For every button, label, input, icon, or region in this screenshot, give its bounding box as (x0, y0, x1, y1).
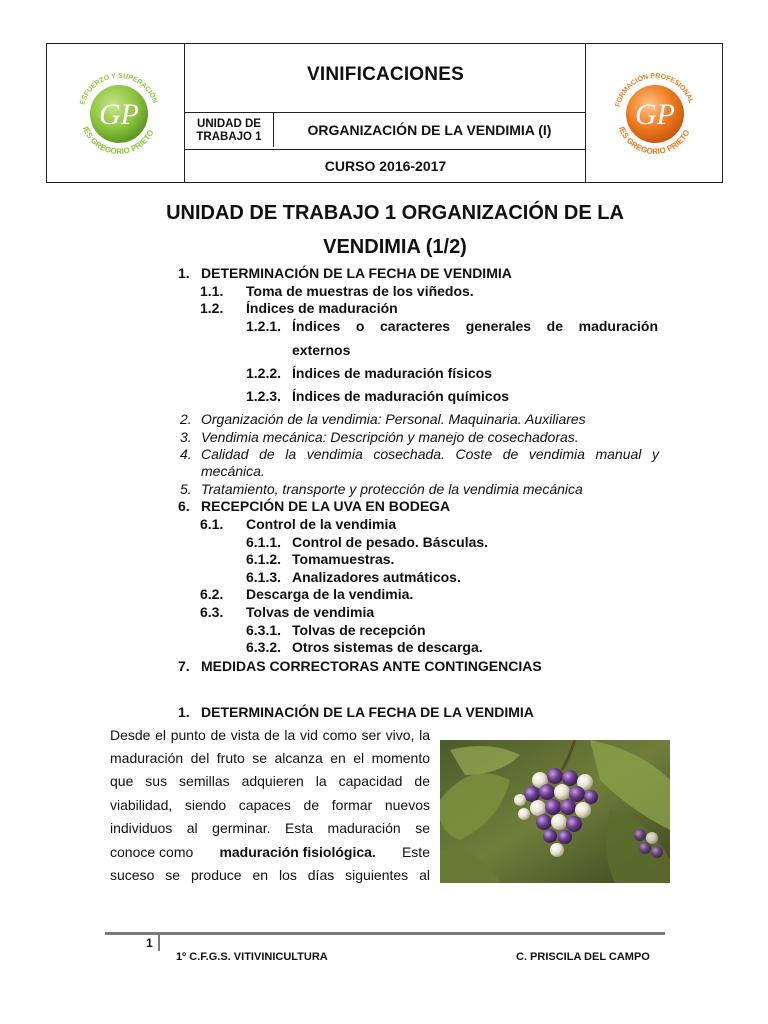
course-label: CURSO 2016-2017 (324, 158, 447, 174)
paragraph-line (110, 844, 430, 860)
toc-item (200, 604, 375, 622)
svg-text:ESFUERZO Y SUPERACIÓN: ESFUERZO Y SUPERACIÓN (79, 72, 159, 106)
footer-course: 1º C.F.G.S. VITIVINICULTURA (176, 951, 328, 963)
toc-text: MEDIDAS CORRECTORAS ANTE CONTINGENCIAS (201, 658, 542, 674)
unit-title: ORGANIZACIÓN DE LA VENDIMIA (I) (307, 122, 552, 138)
header-table (46, 43, 723, 183)
toc-number: 6.1.2. (246, 551, 282, 567)
document-title-line: UNIDAD DE TRABAJO 1 ORGANIZACIÓN DE LA (166, 202, 624, 224)
toc-text: Tolvas de vendimia (246, 604, 375, 620)
toc-text: Organización de la vendimia: Personal. Maquinaria. Auxiliares (201, 411, 586, 427)
toc-number: 6.1.1. (246, 534, 282, 550)
section-heading (178, 704, 534, 720)
toc-number: 6.3.2. (246, 639, 282, 655)
toc-number: 1.2.3. (246, 388, 282, 404)
toc-text: Índices de maduración físicos (292, 365, 492, 381)
toc-text-continued: mecánica. (201, 463, 265, 479)
toc-text: Índices de maduración químicos (292, 388, 510, 404)
svg-text:FORMACIÓN PROFESIONAL: FORMACIÓN PROFESIONAL (614, 72, 695, 108)
paragraph-line: suceso se produce en los días siguientes al (110, 867, 430, 883)
section-number: 1. (178, 704, 190, 720)
toc-number: 1. (178, 265, 190, 281)
header-title: VINIFICACIONES (307, 64, 464, 85)
toc-item (178, 265, 512, 283)
toc-number: 6.2. (200, 586, 224, 602)
unit-label-line: TRABAJO 1 (196, 131, 262, 143)
toc-item (200, 516, 397, 534)
toc-text: Índices de maduración (246, 300, 398, 316)
svg-text:IES GREGORIO PRIETO: IES GREGORIO PRIETO (616, 125, 692, 157)
toc-text: Otros sistemas de descarga. (292, 639, 483, 655)
toc-item (246, 569, 461, 587)
ies-gregorio-prieto-logo-green (69, 64, 169, 164)
toc-item (246, 551, 395, 569)
toc-item (180, 481, 583, 499)
toc-item (180, 411, 586, 429)
toc-text: Tratamiento, transporte y protección de la vendimia mecánica (201, 481, 583, 497)
paragraph-fragment: conoce como (110, 844, 194, 860)
toc-text: Control de pesado. Básculas. (292, 534, 489, 550)
toc-number: 1.2.1. (246, 318, 282, 334)
toc-text: DETERMINACIÓN DE LA FECHA DE VENDIMIA (201, 265, 512, 281)
toc-item (178, 498, 451, 516)
toc-item (246, 318, 281, 336)
unit-label-line: UNIDAD DE (197, 118, 261, 130)
toc-number: 4. (180, 446, 192, 462)
svg-text:IES GREGORIO PRIETO: IES GREGORIO PRIETO (80, 125, 156, 157)
ies-gregorio-prieto-logo-orange (605, 64, 705, 164)
toc-number: 7. (178, 658, 190, 674)
toc-text: Tomamuestras. (292, 551, 395, 567)
paragraph-line: viabilidad, siendo capaces de formar nuevos (110, 797, 430, 813)
toc-number: 6.3. (200, 604, 224, 620)
paragraph-line: que sus semillas adquieren la capacidad de (110, 773, 430, 789)
toc-item (246, 639, 483, 657)
toc-text: Descarga de la vendimia. (246, 586, 414, 602)
toc-item (246, 534, 489, 552)
document-title-line: VENDIMIA (1/2) (323, 236, 467, 258)
toc-text: Calidad de la vendimia cosechada. Coste de vendimia manual y (201, 446, 659, 462)
toc-number: 3. (180, 429, 192, 445)
toc-item (246, 388, 510, 406)
toc-number: 5. (180, 481, 192, 497)
toc-text: Tolvas de recepción (292, 622, 426, 638)
svg-text:GP: GP (635, 98, 675, 131)
grape-cluster-photo (440, 740, 670, 883)
unit-label (185, 118, 273, 144)
paragraph-fragment: Este (401, 844, 430, 860)
toc-item (180, 446, 192, 464)
toc-number: 2. (180, 411, 192, 427)
toc-number: 6.3.1. (246, 622, 282, 638)
toc-number: 6.1. (200, 516, 224, 532)
toc-item (246, 365, 492, 383)
svg-text:GP: GP (99, 98, 139, 131)
toc-number: 1.1. (200, 283, 224, 299)
toc-item (200, 300, 398, 318)
toc-text: Toma de muestras de los viñedos. (246, 283, 474, 299)
toc-number: 6. (178, 498, 190, 514)
footer-rule-tick (158, 935, 160, 951)
header-divider (184, 112, 585, 113)
paragraph-line: Desde el punto de vista de la vid como ser vivo, la (110, 727, 430, 743)
toc-number: 1.2.2. (246, 365, 282, 381)
toc-text: Control de la vendimia (246, 516, 397, 532)
paragraph-line: individuos al germinar. Esta maduración se (110, 820, 430, 836)
toc-item (246, 622, 426, 640)
paragraph-emphasis: maduración fisiológica. (219, 844, 376, 860)
toc-text: Índices o caracteres generales de maduración (292, 318, 658, 334)
toc-number: 6.1.3. (246, 569, 282, 585)
toc-text: RECEPCIÓN DE LA UVA EN BODEGA (201, 498, 451, 514)
toc-text: Analizadores autmáticos. (292, 569, 461, 585)
page-number: 1 (146, 936, 153, 950)
section-heading-text: DETERMINACIÓN DE LA FECHA DE LA VENDIMIA (201, 704, 534, 720)
toc-text: Vendimia mecánica: Descripción y manejo de cosechadoras. (201, 429, 579, 445)
toc-item (200, 283, 474, 301)
toc-item (178, 658, 542, 676)
toc-number: 1.2. (200, 300, 224, 316)
footer-author: C. PRISCILA DEL CAMPO (516, 951, 650, 963)
header-divider (184, 149, 585, 150)
toc-item (200, 586, 414, 604)
document-title (100, 196, 690, 264)
toc-text-continued: externos (292, 342, 351, 358)
toc-item (180, 429, 579, 447)
paragraph-line: maduración del fruto se alcanza en el momento (110, 750, 430, 766)
footer-rule (105, 932, 665, 935)
